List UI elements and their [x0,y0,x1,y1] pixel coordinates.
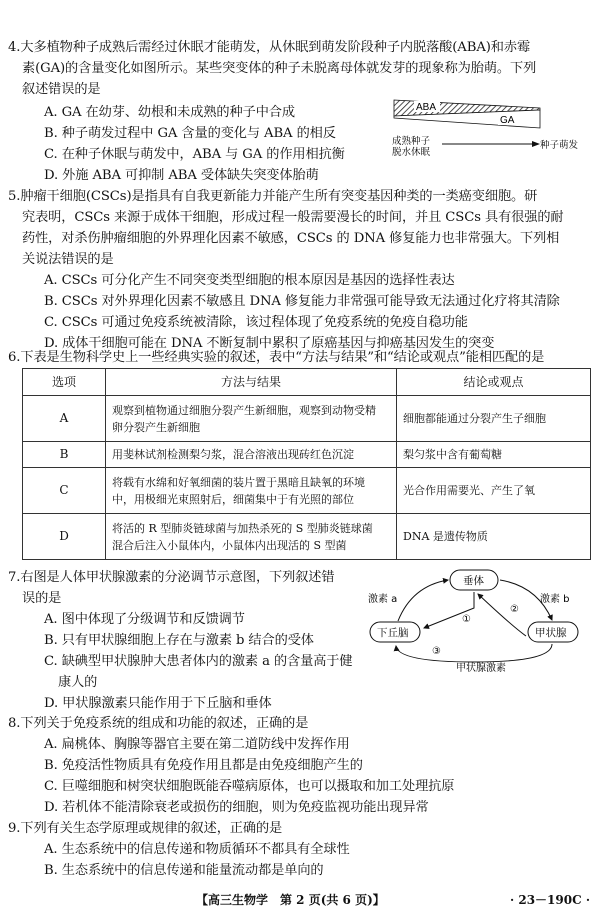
q8-stem: 8.下列关于免疫系统的组成和功能的叙述，正确的是 [8,716,309,731]
label-hypothalamus: 下丘脑 [377,627,409,639]
label-thyroxine: 甲状腺激素 [456,663,506,674]
q5-stem-line1: 5.肿瘤干细胞(CSCs)是指具有自我更新能力并能产生所有突变基因种类的一类癌变细胞。研 [8,189,538,204]
q5-option-a: A. CSCs 可分化产生不同突变类型细胞的根本原因是基因的选择性表达 [44,273,455,288]
aba-ga-diagram [390,98,590,158]
q7-option-c-line1: C. 缺碘型甲状腺肿大患者体内的激素 a 的含量高于健 [44,654,353,669]
q8-option-d: D. 若机体不能清除衰老或损伤的细胞，则为免疫监视功能出现异常 [44,800,429,815]
row-d-conclusion: DNA 是遗传物质 [397,514,591,560]
table-row [23,396,591,442]
page-footer-title: 【高三生物学 第 2 页(共 6 页)】 [196,893,385,907]
q8-option-b: B. 免疫活性物质具有免疫作用且都是由免疫细胞产生的 [44,758,363,773]
time-arrowhead [532,141,540,147]
aba-label: ABA [416,102,437,113]
mark-1: ① [462,614,471,625]
q4-stem-line1: 4.大多植物种子成熟后需经过休眠才能萌发，从休眠到萌发阶段种子内脱落酸(ABA)和赤霉 [8,40,531,55]
q7-option-c-line2: 康人的 [58,675,98,690]
q7-option-a: A. 图中体现了分级调节和反馈调节 [44,612,245,627]
label-germination: 种子萌发 [540,140,579,151]
q7-stem-line1: 7.右图是人体甲状腺激素的分泌调节示意图，下列叙述错 [8,570,335,585]
q5-option-b: B. CSCs 对外界理化因素不敏感且 DNA 修复能力非常强可能导致无法通过化疗将其清除 [44,294,560,309]
q9-option-b: B. 生态系统中的信息传递和能量流动都是单向的 [44,863,324,878]
q9-stem: 9.下列有关生态学原理或规律的叙述，正确的是 [8,821,283,836]
q7-option-d: D. 甲状腺激素只能作用于下丘脑和垂体 [44,696,272,711]
row-c-method-line1: 将载有水绵和好氧细菌的装片置于黑暗且缺氧的环境 [112,475,365,489]
q8-option-c: C. 巨噬细胞和树突状细胞既能吞噬病原体，也可以摄取和加工处理抗原 [44,779,455,794]
q5-option-c: C. CSCs 可通过免疫系统被清除，该过程体现了免疫系统的免疫自稳功能 [44,315,468,330]
experiment-table [22,368,591,560]
label-thyroid: 甲状腺 [535,627,567,639]
q4-option-d: D. 外施 ABA 可抑制 ABA 受体缺失突变体胎萌 [44,168,319,183]
page-footer-code: · 23－190C · [510,893,591,907]
table-row [23,468,591,514]
table-row [23,514,591,560]
table-header-option: 选项 [23,369,106,396]
q4-option-b: B. 种子萌发过程中 GA 含量的变化与 ABA 的相反 [44,126,336,141]
row-d-method-line2: 混合后注入小鼠体内，小鼠体内出现活的 S 型菌 [112,538,347,552]
q4-option-c: C. 在种子休眠与萌发中，ABA 与 GA 的作用相抗衡 [44,147,345,162]
row-b-method [106,442,397,468]
table-header-row [23,369,591,396]
table-header-method: 方法与结果 [106,369,397,396]
row-c-method [106,468,397,514]
row-a-method [106,396,397,442]
label-dormant: 脱水休眠 [392,147,431,158]
q8-option-a: A. 扁桃体、胸腺等器官主要在第二道防线中发挥作用 [44,737,350,752]
row-b-conclusion: 梨匀浆中含有葡萄糖 [397,442,591,468]
q5-stem-line4: 关说法错误的是 [22,252,114,267]
q4-stem-line2: 素(GA)的含量变化如图所示。某些突变体的种子未脱离母体就发芽的现象称为胎萌。下列 [22,61,537,76]
q5-stem-line3: 药性，对杀伤肿瘤细胞的外界理化因素不敏感，CSCs 的 DNA 修复能力也非常强大。下列相 [22,231,560,246]
row-a-option: A [23,396,106,442]
q5-option-d: D. 成体干细胞可能在 DNA 不断复制中累积了原癌基因与抑癌基因发生的突变 [44,336,495,351]
q9-option-a: A. 生态系统中的信息传递和物质循环不都具有全球性 [44,842,350,857]
row-c-option: C [23,468,106,514]
arrow-feedback-2 [478,594,526,636]
label-hormone-a: 激素 a [368,594,398,605]
arrow-thyroxine [396,644,552,662]
thyroid-regulation-diagram [362,566,587,674]
table-header-conclusion: 结论或观点 [397,369,591,396]
q7-stem-line2: 误的是 [22,591,62,606]
q4-stem-line3: 叙述错误的是 [22,82,101,97]
row-c-conclusion: 光合作用需要光、产生了氧 [397,468,591,514]
label-pituitary: 垂体 [463,575,484,587]
q5-stem-line2: 究表明，CSCs 来源于成体干细胞，形成过程一般需要漫长的时间，并且 CSCs 具有很强的耐 [22,210,564,225]
row-b-method-line1: 用斐林试剂检测梨匀浆，混合溶液出现砖红色沉淀 [112,448,354,461]
label-hormone-b: 激素 b [540,594,570,605]
ga-label: GA [500,115,515,126]
q7-option-b: B. 只有甲状腺细胞上存在与激素 b 结合的受体 [44,633,314,648]
row-d-option: D [23,514,106,560]
q6-stem: 6.下表是生物科学史上一些经典实验的叙述，表中“方法与结果”和“结论或观点”能相匹配的是 [8,350,545,365]
table-row [23,442,591,468]
mark-3: ③ [432,646,441,657]
label-mature-seed: 成熟种子 [392,136,431,147]
mark-2: ② [510,604,519,615]
q4-option-a: A. GA 在幼芽、幼根和未成熟的种子中合成 [44,105,295,120]
row-d-method [106,514,397,560]
row-d-method-line1: 将活的 R 型肺炎链球菌与加热杀死的 S 型肺炎链球菌 [112,521,373,535]
row-a-method-line1: 观察到植物通过细胞分裂产生新细胞，观察到动物受精 [112,403,376,417]
arrow-hormone-a [398,580,448,621]
row-a-conclusion: 细胞都能通过分裂产生子细胞 [397,396,591,442]
row-c-method-line2: 中，用极细光束照射后，细菌集中于有光照的部位 [112,492,354,506]
row-b-option: B [23,442,106,468]
row-a-method-line2: 卵分裂产生新细胞 [112,420,200,434]
